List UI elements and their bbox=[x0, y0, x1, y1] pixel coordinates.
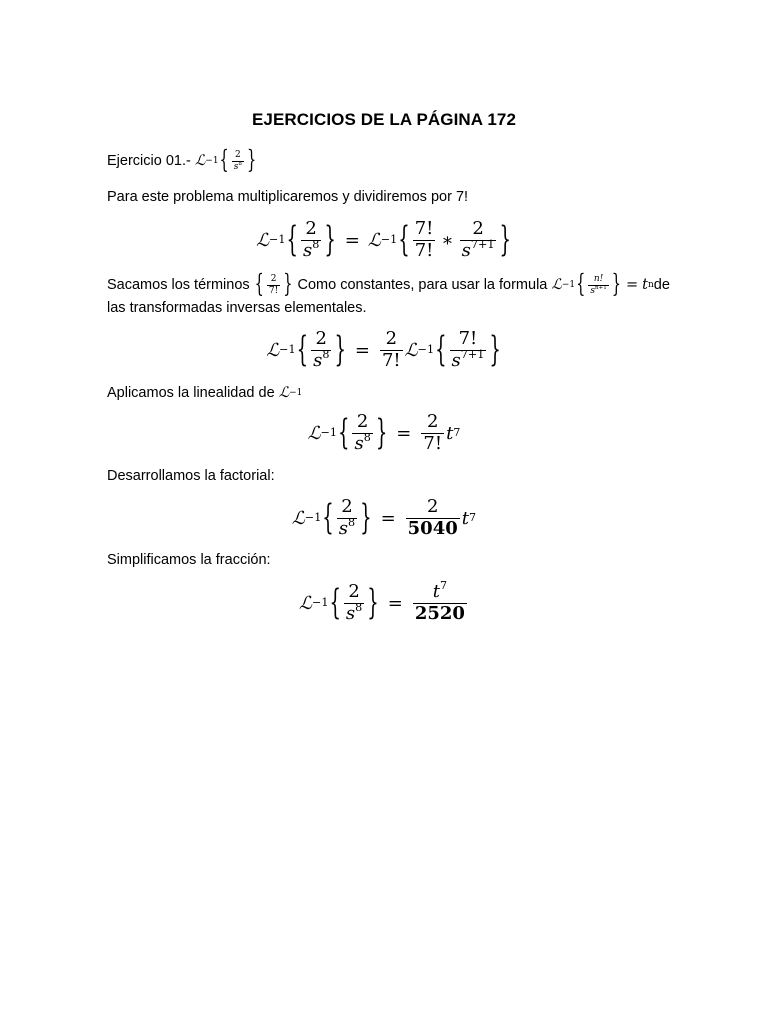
paragraph-3: Aplicamos la linealidad de ℒ −1 bbox=[107, 385, 303, 402]
paragraph-2-line-2: las transformadas inversas elementales. bbox=[107, 300, 367, 316]
exercise-line bbox=[107, 147, 257, 176]
inverse-formula: ℒ −1 { $\frac{n!}{s^{n+1}}$ } = t n bbox=[551, 271, 654, 300]
constants-fraction: { $\frac{2}{7!}$ } bbox=[254, 271, 293, 300]
paragraph-4: Desarrollamos la factorial: bbox=[107, 468, 275, 484]
fraction: $\frac{2}{s^8}$ bbox=[233, 150, 242, 172]
page-title: EJERCICIOS DE LA PÁGINA 172 bbox=[251, 110, 517, 129]
equation-1: ℒ −1 { $\frac{2}{s^8}$ } = ℒ −1 { $\frac{7!}{7!}$ ∗ $\frac{2}{s^{7+1}}$ } bbox=[256, 217, 511, 261]
paragraph-5: Simplificamos la fracción: bbox=[107, 552, 271, 568]
equation-3: ℒ −1 { $\frac{2}{s^8}$ } = $\frac{2}{7!}$ t 7 bbox=[307, 410, 461, 454]
paragraph-1: Para este problema multiplicaremos y dividiremos por 7! bbox=[107, 189, 469, 205]
exercise-expression: ℒ −1 { $\frac{2}{s^8}$ } bbox=[194, 147, 257, 176]
exercise-label: Ejercicio 01.- bbox=[107, 153, 191, 169]
equation-5: ℒ −1 { $\frac{2}{s^8}$ } = $\frac{t^7}{2520}$ bbox=[299, 579, 465, 624]
equation-2: ℒ −1 { $\frac{2}{s^8}$ } = $\frac{2}{7!}$ ℒ −1 { $\frac{7!}{s^{7+1}}$ } bbox=[266, 327, 501, 371]
equation-4: ℒ −1 { $\frac{2}{s^8}$ } = $\frac{2}{5040}$ t 7 bbox=[291, 495, 477, 539]
paragraph-2-line-1: Sacamos los términos { $\frac{2}{7!}$ } Como constantes, para usar la formula ℒ −1 { $\frac{n!}{s^{n+1}}$ } = t n de bbox=[107, 271, 670, 300]
